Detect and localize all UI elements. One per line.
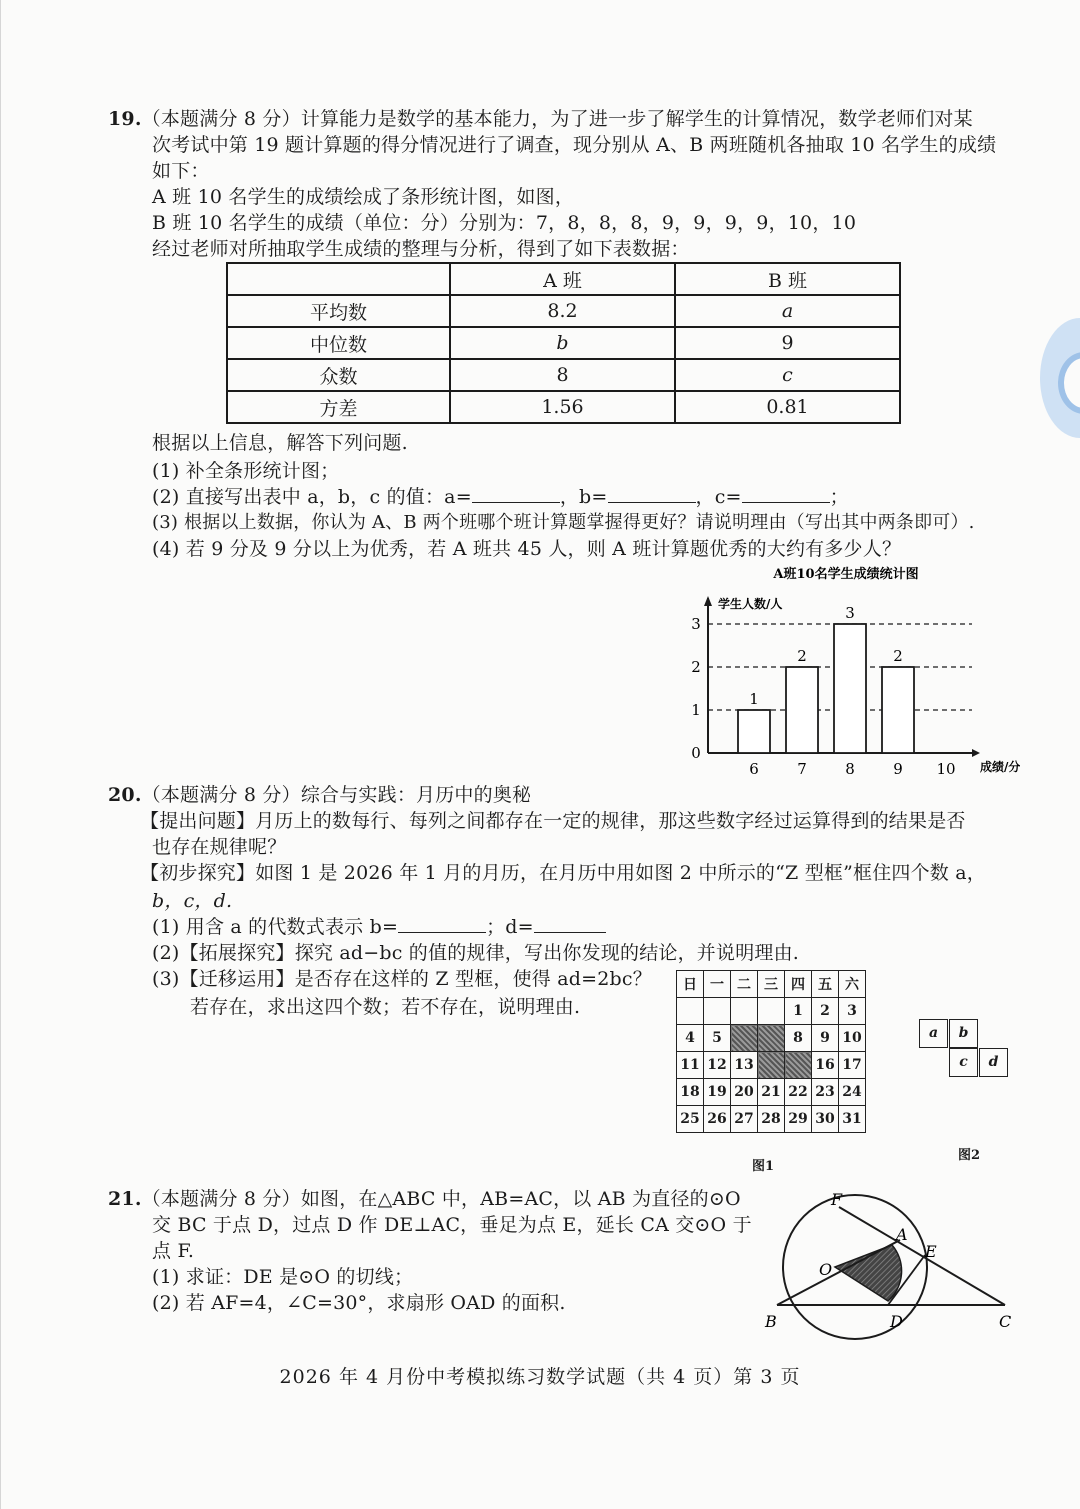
table-row [227,327,900,359]
bar-value-label: 2 [893,647,903,665]
calendar-cell [677,998,704,1025]
q20-line-4: 【初步探究】如图 1 是 2026 年 1 月的月历，在月历中用如图 2 中所示的“Z 型框”框住四个数 a， [140,862,986,884]
q19-line-5: B 班 10 名学生的成绩（单位：分）分别为：7，8，8，8，9，9，9，9，10，10 [152,212,857,234]
q21-part-1: (1) 求证：DE 是⊙O 的切线； [152,1266,414,1288]
calendar-row [677,1106,866,1133]
x-axis-arrow [972,749,980,757]
bar-9 [882,667,914,753]
label-d: D [890,1312,903,1331]
q19-line-3: 如下： [152,160,210,182]
calendar-cell: 29 [785,1106,812,1133]
calendar-cell-covered [785,1052,812,1079]
table-row [227,295,900,327]
q19-line-7: 根据以上信息，解答下列问题. [152,432,408,454]
q19-number: 19. [108,108,142,130]
calendar-cell: 25 [677,1106,704,1133]
calendar-cell [758,998,785,1025]
calendar-cell [704,998,731,1025]
x-tick-label: 8 [845,760,855,778]
calendar-cell: 4 [677,1025,704,1052]
q21-line-3: 点 F. [152,1240,195,1262]
table-header-row [227,263,900,295]
figure-2-caption: 图2 [958,1148,981,1163]
bar-value-label: 1 [749,690,759,708]
y-tick-label: 2 [691,658,701,676]
q21-part-2: (2) 若 AF=4，∠C=30°，求扇形 OAD 的面积. [152,1292,566,1314]
calendar-cell: 22 [785,1079,812,1106]
circle-geometry-figure [755,1185,1025,1345]
calendar-cell: 11 [677,1052,704,1079]
x-tick-label: 7 [797,760,807,778]
table-cell: 8 [450,359,675,391]
calendar-cell: 17 [839,1052,866,1079]
calendar-cell: 六 [839,971,866,998]
zframe-cell-a: a [919,1019,948,1048]
table-cell: 1.56 [450,391,675,423]
bar-value-label: 2 [797,647,807,665]
bar-chart [660,560,1020,785]
calendar-cell [731,998,758,1025]
answer-blank-b[interactable] [608,484,696,503]
label-o: O [819,1260,833,1279]
calendar-cell: 23 [812,1079,839,1106]
page-footer: 2026 年 4 月份中考模拟练习数学试题（共 4 页）第 3 页 [279,1366,801,1388]
label-c: C [999,1312,1012,1331]
calendar-cell: 9 [812,1025,839,1052]
bar-6 [738,710,770,753]
answer-blank-a[interactable] [472,484,560,503]
q19-line-4: A 班 10 名学生的成绩绘成了条形统计图，如图， [152,186,575,208]
table-cell: 0.81 [675,391,900,423]
calendar-cell-covered [758,1052,785,1079]
q20-part-2: (2)【拓展探究】探究 ad−bc 的值的规律，写出你发现的结论，并说明理由. [152,942,800,964]
calendar-cell-covered [731,1025,758,1052]
y-tick-label: 3 [691,615,701,633]
answer-blank-b-expr[interactable] [398,914,486,933]
calendar-cell: 26 [704,1106,731,1133]
q21-number: 21. [108,1188,142,1210]
q21-line-1: 21.（本题满分 8 分）如图，在△ABC 中，AB=AC，以 AB 为直径的⊙O [108,1188,741,1210]
q19-part-2: (2) 直接写出表中 a，b，c 的值：a= ，b= ，c= ； [152,486,849,508]
table-cell: c [675,359,900,391]
table-cell: 众数 [227,359,450,391]
figure-1-caption: 图1 [752,1159,775,1174]
answer-blank-c[interactable] [742,484,830,503]
table-cell: A 班 [450,263,675,295]
table-cell [227,263,450,295]
q19-line-2: 次考试中第 19 题计算题的得分情况进行了调查，现分别从 A、B 两班随机各抽取 10 名学生的成绩 [152,134,997,156]
answer-blank-d-expr[interactable] [534,914,606,933]
q20-part-1: (1) 用含 a 的代数式表示 b= ；d= [152,914,606,940]
y-axis-arrow [704,596,712,606]
calendar-cell: 31 [839,1106,866,1133]
table-cell: b [450,327,675,359]
calendar-cell: 一 [704,971,731,998]
calendar-cell: 五 [812,971,839,998]
label-a: A [896,1225,908,1244]
q20-line-2: 【提出问题】月历上的数每行、每列之间都存在一定的规律，那这些数字经过运算得到的结果是否 [140,810,966,832]
x-axis-label: 成绩/分 [980,760,1020,774]
table-row [227,391,900,423]
x-tick-label: 9 [893,760,903,778]
calendar-cell: 12 [704,1052,731,1079]
table-cell: 8.2 [450,295,675,327]
calendar-cell: 3 [839,998,866,1025]
label-f: F [831,1190,843,1209]
bar-7 [786,667,818,753]
table-row [227,359,900,391]
calendar-cell: 日 [677,971,704,998]
calendar-cell: 8 [785,1025,812,1052]
calendar-cell: 10 [839,1025,866,1052]
table-cell: 9 [675,327,900,359]
q20-line-3: 也存在规律呢？ [152,836,287,858]
bar-value-label: 3 [845,604,855,622]
label-e: E [925,1242,937,1261]
calendar-row [677,1025,866,1052]
calendar-cell: 28 [758,1106,785,1133]
table-cell: 平均数 [227,295,450,327]
calendar-cell: 2 [812,998,839,1025]
zframe-cell-d: d [979,1048,1008,1077]
table-cell: a [675,295,900,327]
calendar-cell: 四 [785,971,812,998]
y-axis-label: 学生人数/人 [718,597,783,611]
calendar-cell: 16 [812,1052,839,1079]
zframe-cell-c: c [949,1048,978,1077]
calendar-cell: 21 [758,1079,785,1106]
calendar-cell: 13 [731,1052,758,1079]
calendar-cell: 18 [677,1079,704,1106]
stats-table [226,262,901,424]
q20-line-5: b，c，d. [152,890,233,912]
calendar-cell: 1 [785,998,812,1025]
calendar-cell: 二 [731,971,758,998]
zframe-cell-b: b [949,1019,978,1048]
calendar-cell: 20 [731,1079,758,1106]
q21-line-2: 交 BC 于点 D，过点 D 作 DE⊥AC，垂足为点 E，延长 CA 交⊙O 于 [152,1214,752,1236]
chart-title: A班10名学生成绩统计图 [773,567,919,582]
y-tick-label: 1 [691,701,701,719]
sector-oad [835,1245,902,1301]
bar-8 [834,624,866,753]
q20-part-3: (3)【迁移运用】是否存在这样的 Z 型框，使得 ad=2bc？ [152,968,652,990]
q20-number: 20. [108,784,142,806]
table-cell: 方差 [227,391,450,423]
calendar-cell: 19 [704,1079,731,1106]
calendar-cell: 27 [731,1106,758,1133]
q19-part-3: (3) 根据以上数据，你认为 A、B 两个班哪个班计算题掌握得更好？请说明理由（写出其中两条即可）. [152,512,975,533]
table-cell: B 班 [675,263,900,295]
page-edge [0,0,1,1509]
calendar-row [677,998,866,1025]
calendar-cell: 30 [812,1106,839,1133]
q19-line-1: 19.（本题满分 8 分）计算能力是数学的基本能力，为了进一步了解学生的计算情况，数学老师们对某 [108,108,973,130]
calendar-cell: 24 [839,1079,866,1106]
x-tick-label: 6 [749,760,759,778]
q19-part-4: (4) 若 9 分及 9 分以上为优秀，若 A 班共 45 人，则 A 班计算题优秀的大约有多少人？ [152,538,902,560]
calendar-figure [676,970,866,1133]
q20-part-3b: 若存在，求出这四个数；若不存在，说明理由. [190,996,581,1018]
calendar-cell: 5 [704,1025,731,1052]
y-tick-label: 0 [691,744,701,762]
calendar-cell: 三 [758,971,785,998]
table-cell: 中位数 [227,327,450,359]
calendar-row [677,1052,866,1079]
calendar-cell-covered [758,1025,785,1052]
x-tick-label: 10 [936,760,956,778]
q19-line-6: 经过老师对所抽取学生成绩的整理与分析，得到了如下表数据： [152,238,690,260]
calendar-header-row [677,971,866,998]
label-b: B [765,1312,777,1331]
q19-part-1: (1) 补全条形统计图； [152,460,340,482]
q20-line-1: 20.（本题满分 8 分）综合与实践：月历中的奥秘 [108,784,532,806]
calendar-row [677,1079,866,1106]
